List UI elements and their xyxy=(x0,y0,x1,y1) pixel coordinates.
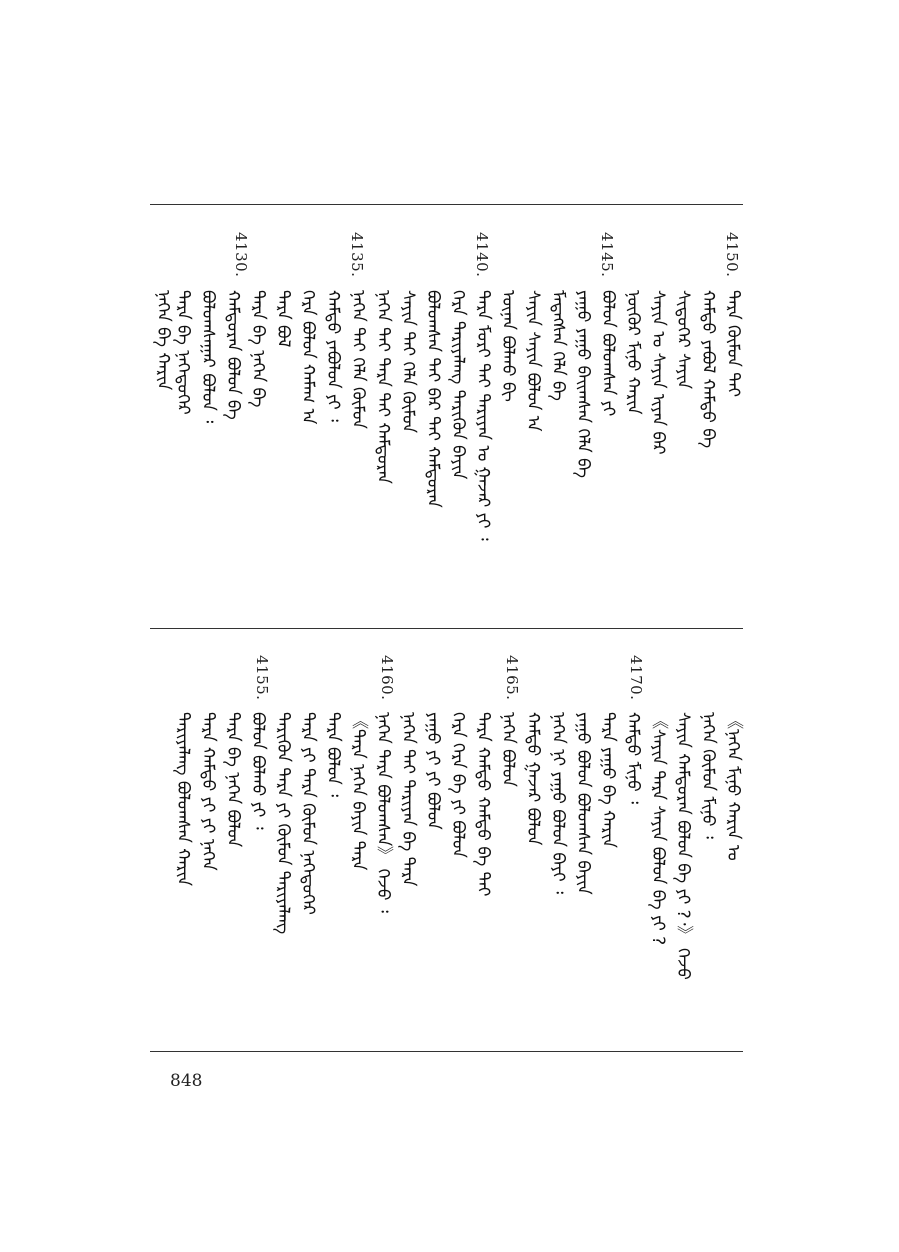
verse-line: ᠶᠠᠭᠤ ᠶᠠᠭᠤ ᠪᠠᠢᠭᠰᠠᠨ ᠬᠡᠯᠡ ᠪᠠ xyxy=(573,290,593,478)
verse-line: ᠪᠣᠯᠤᠭᠰᠠᠨ ᠲᠠᠢ ᠪᠡᠷ ᠲᠠᠢ ᠬᠠᠮᠲᠤᠷᠠᠨ xyxy=(423,290,443,508)
verse-line: ᠰᠠᠶᠢᠨ ᠤ ᠰᠠᠶᠢᠨ ᠢᠶᠠᠨ ᠪᠡᠷ xyxy=(648,290,668,455)
verse-line: ᠶᠠᠭᠤ ᠪᠣᠯᠤᠨ ᠪᠣᠯᠤᠭᠰᠠᠨ ᠪᠠᠶᠢᠨ xyxy=(573,712,593,895)
verse-line: ᠲᠡᠷᠡ ᠪᠣᠯ xyxy=(273,290,293,348)
verse-line: ᠨᠡᠭᠡᠨ ᠬᠦᠮᠦᠨ ᠮᠢᠨᠦ ᠄ xyxy=(698,712,718,839)
bottom-rule xyxy=(150,1051,743,1052)
verse-line: ᠬᠡᠷᠡ ᠲᠠᠷᠢᠶᠠᠯᠠᠩ ᠲᠡᠷᠢᠭᠦᠨ ᠪᠠᠶᠢᠨ xyxy=(448,290,468,480)
verse-line: ᠲᠡᠷᠡ ᠪᠠ ᠨᠡᠭᠡᠨ ᠪᠣᠯᠤᠨ xyxy=(223,712,243,848)
verse-line: ᠬᠠᠮᠲᠤ ᠭᠠᠵᠠᠷ ᠪᠣᠯᠤᠨ xyxy=(523,712,543,846)
verse-line: ᠬᠠᠮᠲᠤ ᠮᠢᠨᠦ ᠄ xyxy=(623,712,643,805)
verse-line: ᠮᠡᠳᠡᠭᠰᠡᠨ ᠬᠡᠯᠡ ᠪᠠ xyxy=(548,290,568,401)
page-number: 848 xyxy=(170,1071,203,1091)
verse-line: ᠪᠣᠯᠤᠭᠰᠠᠭᠠᠷ ᠪᠣᠯᠤᠨ ᠄ xyxy=(198,290,218,424)
verse-number: 4140. xyxy=(473,232,491,278)
verse-line: ᠬᠠᠮᠲᠤᠷᠠᠨ ᠪᠣᠯᠤᠨ ᠪᠠ xyxy=(223,290,243,420)
verse-number: 4165. xyxy=(503,655,521,701)
verse-line: 《ᠰᠠᠶᠢᠨ ᠲᠡᠷᠡ ᠰᠠᠶᠢᠨ ᠪᠣᠯᠤᠨ ᠪᠠ ᠶᠢ ? xyxy=(648,712,668,946)
verse-line: ᠲᠡᠷᠡ ᠬᠠᠮᠲᠤ ᠶᠢ ᠶᠢ ᠨᠡᠭᠡᠨ xyxy=(198,712,218,871)
verse-line: ᠨᠡᠭᠡᠨ ᠪᠠ ᠬᠠᠷᠢᠨ xyxy=(153,290,173,391)
verse-line: ᠰᠢᠳᠦᠭᠡᠷ ᠰᠠᠶᠢᠨ xyxy=(673,290,693,390)
verse-line: 《ᠲᠡᠷᠡ ᠨᠡᠭᠡᠨ ᠪᠠᠶᠢᠨ ᠲᠡᠷᠡ xyxy=(348,712,368,871)
verse-line: 《ᠨᠡᠭᠡᠨ ᠮᠢᠨᠦ ᠬᠠᠷᠢᠨ ᠤ xyxy=(723,712,743,861)
verse-line: ᠲᠠᠷᠢᠶᠠᠯᠠᠩ ᠪᠣᠯᠤᠭᠰᠠᠨ ᠬᠠᠷᠢᠨ xyxy=(173,712,193,887)
verse-number: 4160. xyxy=(378,655,396,701)
verse-line: ᠲᠡᠷᠢᠭᠦᠨ ᠲᠡᠷᠡ ᠶᠢ ᠬᠦᠮᠦᠨ ᠲᠠᠷᠢᠶᠠᠯᠠᠩ xyxy=(273,712,293,935)
verse-line: ᠲᠡᠷᠡ ᠬᠦᠮᠦᠨ ᠲᠠᠢ xyxy=(723,290,743,398)
verse-line: ᠲᠡᠷᠡ ᠶᠠᠭᠤ ᠪᠠ ᠬᠠᠷᠢᠨ xyxy=(598,712,618,848)
middle-rule xyxy=(150,628,743,629)
verse-line: ᠲᠡᠷᠡ ᠪᠠ ᠨᠡᠭᠡᠨ ᠪᠠ xyxy=(248,290,268,408)
verse-number: 4145. xyxy=(598,232,616,278)
verse-line: ᠲᠡᠷᠡ ᠬᠠᠮᠲᠤ ᠬᠠᠮᠲᠤ ᠪᠠ ᠲᠠᠢ xyxy=(473,712,493,897)
verse-line: ᠬᠡᠷᠡ ᠬᠡᠷᠡ ᠪᠠ ᠶᠢ ᠪᠣᠯᠤᠨ xyxy=(448,712,468,858)
verse-line: ᠪᠣᠯᠤᠨ ᠪᠣᠯᠤᠭᠰᠠᠨ ᠶᠢ xyxy=(598,290,618,417)
verse-line: ᠨᠡᠭᠡᠨ ᠪᠣᠯᠤᠨ xyxy=(498,712,518,787)
verse-line: ᠨᠡᠭᠡᠨ ᠲᠠᠢ ᠲᠠᠷᠢᠶᠠᠨ ᠪᠠ ᠲᠡᠷᠡ xyxy=(398,712,418,887)
verse-line: ᠲᠡᠷᠡ ᠮᠣᠷᠢ ᠲᠠᠢ ᠲᠠᠷᠢᠶᠠᠨ ᠤ ᠭᠠᠵᠠᠷ ᠶᠢ ᠄ xyxy=(473,290,493,541)
verse-line: ᠰᠠᠶᠢᠨ ᠲᠠᠢ ᠬᠡᠯᠡ ᠬᠦᠮᠦᠨ xyxy=(398,290,418,433)
verse-line: ᠨᠡᠭᠡᠨ ᠲᠠᠢ ᠬᠡᠯᠡ ᠬᠦᠮᠦᠨ xyxy=(348,290,368,429)
verse-line: ᠰᠠᠶᠢᠨ ᠰᠠᠶᠢᠨ ᠪᠣᠯᠤᠨ ᠠ xyxy=(523,290,543,432)
verse-line: ᠨᠥᠬᠦᠷ ᠮᠢᠨᠦ ᠬᠠᠷᠢᠨ xyxy=(623,290,643,415)
verse-line: ᠪᠣᠯᠤᠨ ᠪᠣᠯᠬᠤ ᠶᠢ ᠄ xyxy=(248,712,268,830)
top-rule xyxy=(150,204,743,205)
verse-line: ᠬᠡᠷᠡ ᠪᠣᠯᠤᠨ ᠬᠠᠮᠠᠭ ᠠ xyxy=(298,290,318,425)
verse-line: ᠨᠡᠭᠡᠨ ᠨᠢ ᠶᠠᠭᠤ ᠪᠣᠯᠤᠨ ᠪᠠᠶᠢ ᠄ xyxy=(548,712,568,894)
verse-line: ᠲᠡᠷᠡ ᠪᠣᠯᠤᠨ ᠄ xyxy=(323,712,343,797)
verse-number: 4155. xyxy=(253,655,271,701)
verse-line: ᠰᠠᠶᠢᠨ ᠬᠠᠮᠲᠤᠷᠠᠨ ᠪᠣᠯᠤᠨ ᠪᠠ ᠶᠢ ?᠂》 ᠭᠡᠵᠦ xyxy=(673,712,693,980)
verse-number: 4170. xyxy=(627,655,645,701)
verse-line: ᠨᠡᠭᠡᠨ ᠲᠠᠢ ᠲᠡᠷᠡ ᠲᠠᠢ ᠬᠠᠮᠲᠤᠷᠠᠨ xyxy=(373,290,393,484)
verse-line: ᠬᠠᠮᠲᠤ ᠶᠠᠪᠤᠯ ᠬᠠᠮᠲᠤ ᠪᠠ xyxy=(698,290,718,449)
verse-number: 4150. xyxy=(723,232,741,278)
verse-line: ᠲᠡᠷᠡ ᠶᠢ ᠲᠡᠷᠡ ᠬᠦᠮᠦᠨ ᠨᠡᠭᠡᠳᠦᠭᠡᠷ xyxy=(298,712,318,915)
verse-number: 4135. xyxy=(348,232,366,278)
verse-line: ᠬᠠᠮᠲᠤ ᠶᠠᠪᠤᠯᠤᠨ ᠶᠢ ᠄ xyxy=(323,290,343,422)
verse-line: ᠲᠡᠷᠡ ᠪᠠ ᠨᠡᠭᠡᠳᠦᠭᠡᠷ xyxy=(173,290,193,415)
verse-line: ᠶᠠᠭᠤ ᠶᠢ ᠶᠢ ᠪᠣᠯᠤᠨ xyxy=(423,712,443,830)
verse-number: 4130. xyxy=(232,232,250,278)
verse-line: ᠦᠨᠡᠨ ᠪᠣᠯᠬᠤ ᠪᠢ xyxy=(498,290,518,402)
verse-line: ᠨᠡᠭᠡᠨ ᠲᠡᠷᠡ ᠪᠣᠯᠤᠭᠰᠠᠨ》 ᠭᠡᠵᠦ ᠄ xyxy=(373,712,393,913)
